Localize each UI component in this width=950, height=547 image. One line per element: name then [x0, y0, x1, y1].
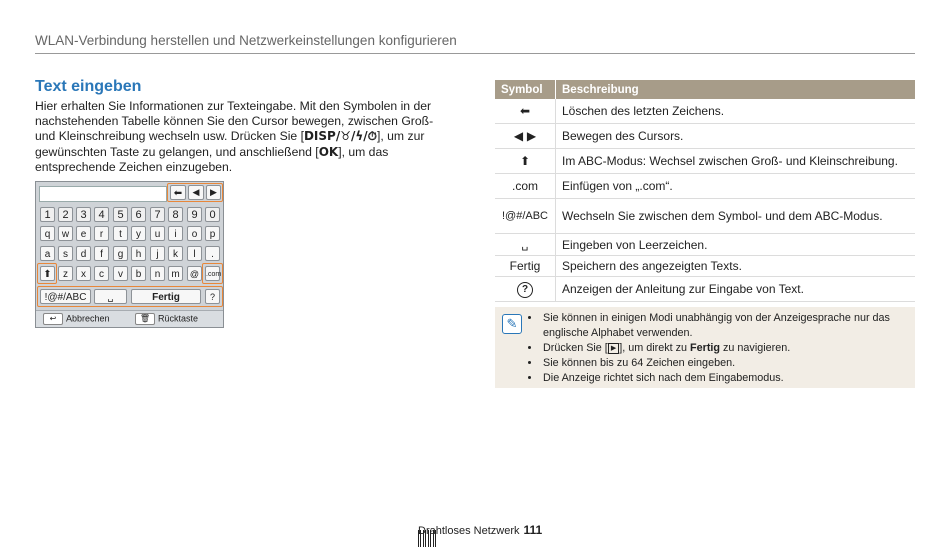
mode-key[interactable]: !@#/ABC: [40, 289, 91, 304]
key-d[interactable]: d: [76, 246, 91, 261]
table-cell-description: Speichern des angezeigten Texts.: [556, 256, 916, 277]
page-header: WLAN-Verbindung herstellen und Netzwerkeinstellungen konfigurieren: [35, 33, 915, 54]
key-at[interactable]: @: [187, 266, 202, 281]
key-7[interactable]: 7: [150, 207, 165, 222]
table-row: [495, 256, 915, 277]
key-6[interactable]: 6: [131, 207, 146, 222]
col-header-description: Beschreibung: [556, 80, 916, 99]
table-cell-description: Wechseln Sie zwischen dem Symbol- und dem ABC-Modus.: [556, 199, 916, 234]
list-item: • Sie können in einigen Modi unabhängig von der Anzeigesprache nur das englische Alphabet verwenden.: [541, 311, 911, 341]
backspace-symbol-icon: ⬅: [495, 99, 556, 124]
section-title: Text eingeben: [35, 78, 142, 95]
key-t[interactable]: t: [113, 226, 128, 241]
key-f[interactable]: f: [94, 246, 109, 261]
table-row: [495, 277, 915, 302]
key-r[interactable]: r: [94, 226, 109, 241]
key-y[interactable]: y: [131, 226, 146, 241]
done-key[interactable]: Fertig: [131, 289, 201, 304]
table-row: [495, 174, 915, 199]
table-cell-description: Anzeigen der Anleitung zur Eingabe von Text.: [556, 277, 916, 302]
text-input-field: [39, 186, 167, 202]
table-cell-symbol: .com: [495, 174, 556, 199]
space-symbol-icon: ␣: [495, 234, 556, 256]
intro-part-1: Hier erhalten Sie Informationen zur Texteingabe. Mit den Symbolen in der nachstehenden Tabelle können Sie den Cursor bewegen, zwischen Groß- und Kleinschreibung wechseln usw. Drücken Sie [: [35, 99, 434, 144]
help-key[interactable]: ?: [205, 289, 220, 304]
key-v[interactable]: v: [113, 266, 128, 281]
cursor-arrows-symbol-icon: ◀ ▶: [495, 124, 556, 149]
table-cell-symbol: Fertig: [495, 256, 556, 277]
key-5[interactable]: 5: [113, 207, 128, 222]
key-c[interactable]: c: [94, 266, 109, 281]
key-h[interactable]: h: [131, 246, 146, 261]
symbol-table: [495, 80, 915, 302]
key-b[interactable]: b: [131, 266, 146, 281]
note-box: [495, 307, 915, 388]
play-icon: ▶: [608, 343, 619, 354]
key-0[interactable]: 0: [205, 207, 220, 222]
key-w[interactable]: w: [58, 226, 73, 241]
key-p[interactable]: p: [205, 226, 220, 241]
key-u[interactable]: u: [150, 226, 165, 241]
key-k[interactable]: k: [168, 246, 183, 261]
key-a[interactable]: a: [40, 246, 55, 261]
table-cell-description: Bewegen des Cursors.: [556, 124, 916, 149]
note-text: ], um direkt zu: [619, 342, 691, 354]
table-cell-description: Einfügen von „.com“.: [556, 174, 916, 199]
key-9[interactable]: 9: [187, 207, 202, 222]
intro-key-ok: OK: [318, 144, 339, 159]
key-dotcom[interactable]: .com: [205, 266, 220, 281]
page-footer: [418, 523, 542, 537]
key-period[interactable]: .: [205, 246, 220, 261]
cancel-button[interactable]: [43, 313, 110, 325]
key-2[interactable]: 2: [58, 207, 73, 222]
trash-icon: 🗑: [135, 313, 155, 325]
table-row: [495, 149, 915, 174]
cancel-label: Abbrechen: [66, 313, 110, 324]
intro-text: [35, 99, 455, 175]
backspace-button[interactable]: [135, 313, 198, 325]
note-text: Drücken Sie [: [543, 342, 608, 354]
col-header-symbol: Symbol: [495, 80, 556, 99]
list-item: [541, 341, 911, 356]
table-cell-symbol: [495, 277, 556, 302]
note-list: [531, 311, 911, 386]
table-row: [495, 124, 915, 149]
keyboard-bottom-bar: [36, 310, 223, 327]
key-m[interactable]: m: [168, 266, 183, 281]
key-e[interactable]: e: [76, 226, 91, 241]
space-key[interactable]: ␣: [94, 289, 127, 304]
key-8[interactable]: 8: [168, 207, 183, 222]
help-circle-icon: ?: [517, 282, 533, 298]
table-row: [495, 99, 915, 124]
list-item: • Sie können bis zu 64 Zeichen eingeben.: [541, 356, 911, 371]
page-number: 111: [523, 523, 543, 537]
cursor-right-key-icon[interactable]: ▶: [206, 185, 221, 200]
shift-key-icon[interactable]: ⬆: [40, 266, 55, 281]
backspace-label: Rücktaste: [158, 313, 199, 324]
intro-key-disp: DISP/♉/ϟ/⏱: [303, 129, 377, 144]
backspace-key-icon[interactable]: ⬅: [170, 185, 186, 200]
footer-label: Drahtloses Netzwerk: [418, 525, 520, 537]
note-pencil-icon: ✎: [502, 314, 522, 334]
intro-part-3: ], um das entsprechende Zeichen einzugeben.: [35, 144, 389, 174]
table-row: [495, 199, 915, 234]
shift-symbol-icon: ⬆: [495, 149, 556, 174]
note-bold-fertig: Fertig: [690, 342, 721, 354]
key-z[interactable]: z: [58, 266, 73, 281]
back-arrow-icon: ↩: [43, 313, 63, 325]
key-l[interactable]: l: [187, 246, 202, 261]
key-i[interactable]: i: [168, 226, 183, 241]
key-o[interactable]: o: [187, 226, 202, 241]
key-4[interactable]: 4: [94, 207, 109, 222]
table-row: [495, 234, 915, 256]
table-cell-symbol: !@#/ABC: [495, 199, 556, 234]
intro-part-2: ], um zur gewünschten Taste zu gelangen, und anschließend [: [35, 129, 425, 159]
cursor-left-key-icon[interactable]: ◀: [188, 185, 204, 200]
table-cell-description: Im ABC-Modus: Wechsel zwischen Groß- und Kleinschreibung.: [556, 149, 916, 174]
key-g[interactable]: g: [113, 246, 128, 261]
key-1[interactable]: 1: [40, 207, 55, 222]
note-text: zu navigieren.: [720, 342, 791, 354]
key-3[interactable]: 3: [76, 207, 91, 222]
table-cell-description: Löschen des letzten Zeichens.: [556, 99, 916, 124]
key-x[interactable]: x: [76, 266, 91, 281]
key-j[interactable]: j: [150, 246, 165, 261]
key-q[interactable]: q: [40, 226, 55, 241]
table-cell-description: Eingeben von Leerzeichen.: [556, 234, 916, 256]
key-s[interactable]: s: [58, 246, 73, 261]
keyboard-illustration: [35, 181, 224, 328]
key-n[interactable]: n: [150, 266, 165, 281]
list-item: • Die Anzeige richtet sich nach dem Eingabemodus.: [541, 371, 911, 386]
